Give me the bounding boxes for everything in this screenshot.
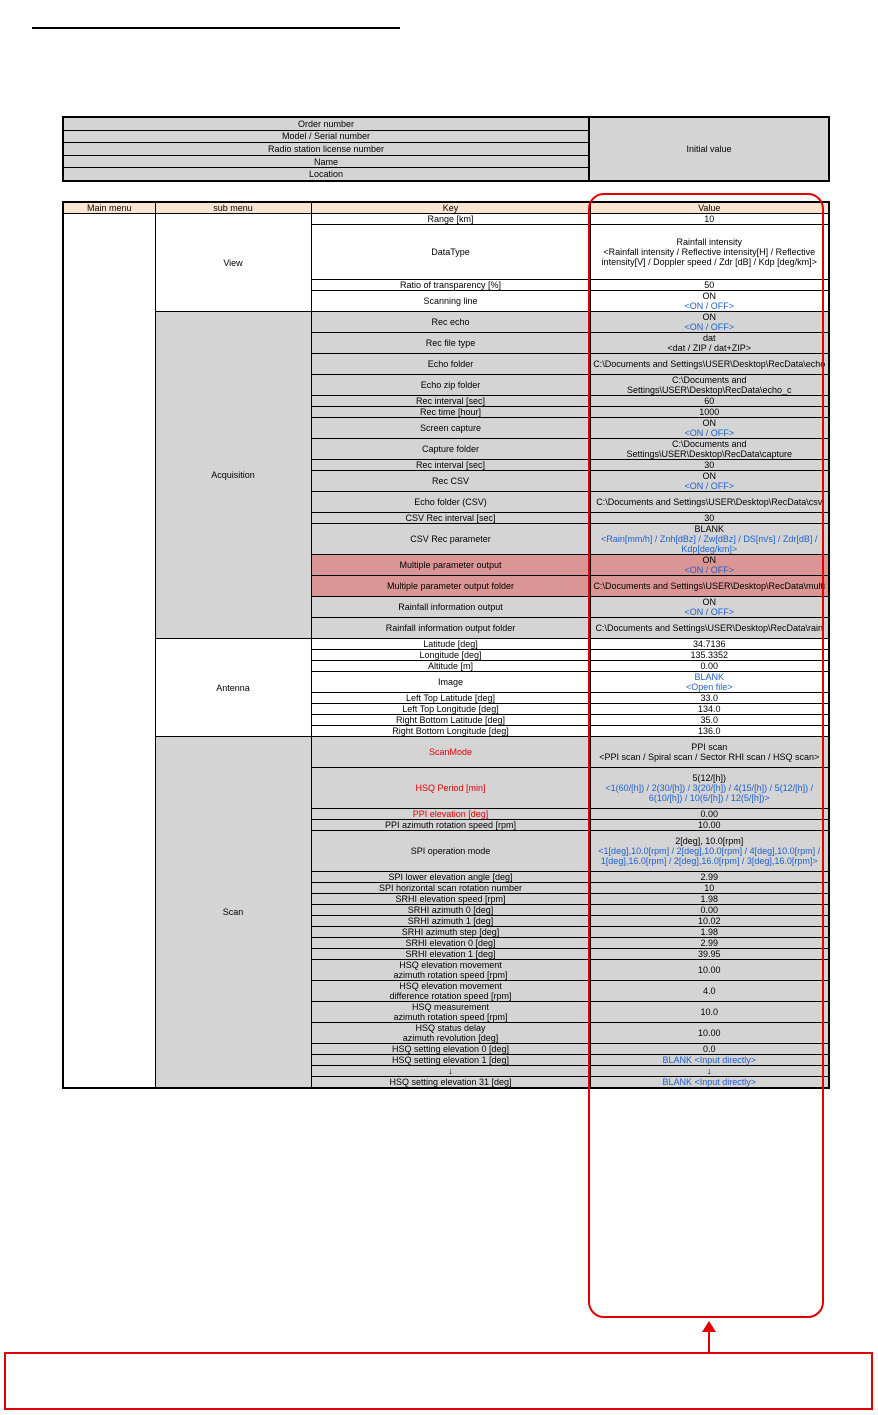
current-value: 10.0 [700,1007,719,1017]
key-cell: HSQ elevation movement azimuth rotation speed [rpm] [311,960,590,981]
key-cell: Ratio of transparency [%] [311,280,590,291]
value-cell [590,872,829,883]
key-cell: SRHI azimuth 0 [deg] [311,905,590,916]
key-cell: HSQ Period [min] [311,768,590,809]
key-cell: SRHI elevation speed [rpm] [311,894,590,905]
value-cell [590,650,829,661]
sub-menu-antenna: Antenna [155,639,311,737]
key-cell: Rec file type [311,333,590,354]
current-value: 1.98 [700,927,719,937]
header-row: Radio station license number [63,143,589,156]
key-cell: Latitude [deg] [311,639,590,650]
key-cell: Range [km] [311,214,590,225]
arrow-shaft [708,1330,710,1352]
value-options: BLANK <Open file> [685,672,733,692]
value-cell [590,672,829,693]
current-value: ON [702,471,716,481]
value-cell [590,639,829,650]
current-value: 134.0 [697,704,721,714]
value-cell [590,225,829,280]
col-key: Key [311,202,590,214]
value-cell [590,280,829,291]
value-cell [590,418,829,439]
current-value: 5(12/[h]) [692,773,727,783]
key-cell: Longitude [deg] [311,650,590,661]
value-cell [590,312,829,333]
table-row [63,639,829,650]
value-cell [590,555,829,576]
value-cell [590,894,829,905]
current-value: 0.00 [700,905,719,915]
value-cell [590,715,829,726]
value-cell [590,214,829,225]
value-cell [590,513,829,524]
key-cell: Rec time [hour] [311,407,590,418]
current-value: 0.00 [700,661,719,671]
value-cell [590,1023,829,1044]
current-value: C:\Documents and Settings\USER\Desktop\RecData\multi [593,581,826,591]
current-value: 30 [704,513,715,523]
value-cell [590,820,829,831]
key-cell: Echo folder [311,354,590,375]
value-cell [590,981,829,1002]
value-options: <Rain[mm/h] / Znh[dBz] / Zw[dBz] / DS[m/s] / Zdr[dB] / Kdp[deg/km]> [601,534,818,554]
key-cell: Rec CSV [311,471,590,492]
value-cell [590,960,829,981]
key-cell: SPI operation mode [311,831,590,872]
current-value: Rainfall intensity <Rainfall intensity / Reflective intensity[H] / Reflective intensity[V] / Doppler speed / Zdr [dB] / Kdp [deg/km]> [601,237,817,267]
value-cell [590,726,829,737]
value-cell [590,938,829,949]
value-options: <1[deg],10.0[rpm] / 2[deg],10.0[rpm] / 4[deg],10.0[rpm] / 1[deg],16.0[rpm] / 2[deg],16.0[rpm] / 3[deg],16.0[rpm]> [598,846,821,866]
key-cell: SRHI elevation 1 [deg] [311,949,590,960]
value-cell [590,407,829,418]
value-cell [590,916,829,927]
key-cell: HSQ setting elevation 0 [deg] [311,1044,590,1055]
key-cell: SRHI azimuth step [deg] [311,927,590,938]
key-cell: HSQ measurement azimuth rotation speed [rpm] [311,1002,590,1023]
current-value: 33.0 [700,693,719,703]
current-value: ON [702,555,716,565]
key-cell: Altitude [m] [311,661,590,672]
value-options: <ON / OFF> [684,607,734,617]
value-options: <ON / OFF> [684,322,734,332]
value-cell [590,618,829,639]
current-value: C:\Documents and Settings\USER\Desktop\RecData\capture [626,439,793,459]
value-cell [590,883,829,894]
key-cell: Capture folder [311,439,590,460]
current-value: 10.00 [697,1028,721,1038]
value-cell [590,439,829,460]
key-cell: SPI horizontal scan rotation number [311,883,590,894]
key-cell: CSV Rec interval [sec] [311,513,590,524]
key-cell: HSQ setting elevation 31 [deg] [311,1077,590,1089]
current-value: 2[deg], 10.0[rpm] [675,836,744,846]
current-value: 50 [704,280,715,290]
col-value: Value [590,202,829,214]
key-cell: CSV Rec parameter [311,524,590,555]
key-cell: Multiple parameter output folder [311,576,590,597]
current-value: BLANK [694,524,724,534]
value-cell [590,737,829,768]
value-options: BLANK <Input directly> [662,1077,757,1087]
current-value: C:\Documents and Settings\USER\Desktop\RecData\rain [595,623,824,633]
current-value: 10.00 [697,965,721,975]
value-cell [590,768,829,809]
header-row: Model / Serial number [63,130,589,143]
value-options: <1(60/[h]) / 2(30/[h]) / 3(20/[h]) / 4(15/[h]) / 5(12/[h]) / 6(10/[h]) / 10(6/[h]) / 12(5/[h])> [605,783,814,803]
current-value: ON [702,312,716,322]
key-cell: Echo zip folder [311,375,590,396]
header-table [62,116,830,182]
value-cell [590,809,829,820]
key-cell: HSQ setting elevation 1 [deg] [311,1055,590,1066]
current-value: dat <dat / ZIP / dat+ZIP> [667,333,752,353]
current-value: ON [702,291,716,301]
key-cell: Rainfall information output [311,597,590,618]
current-value: C:\Documents and Settings\USER\Desktop\RecData\echo_c [626,375,792,395]
initial-value-cell: Initial value [589,117,829,181]
value-cell [590,396,829,407]
current-value: 136.0 [697,726,721,736]
value-cell [590,597,829,618]
value-cell [590,460,829,471]
current-value: 10.00 [697,820,721,830]
key-cell: ScanMode [311,737,590,768]
value-cell [590,1044,829,1055]
current-value: 1.98 [700,894,719,904]
key-cell: Rec interval [sec] [311,460,590,471]
key-cell: SRHI elevation 0 [deg] [311,938,590,949]
current-value: 39.95 [697,949,721,959]
key-cell: PPI azimuth rotation speed [rpm] [311,820,590,831]
current-value: 10 [704,214,715,224]
key-cell: Scanning line [311,291,590,312]
key-cell: Screen capture [311,418,590,439]
sub-menu-view: View [155,214,311,312]
key-cell: Right Bottom Latitude [deg] [311,715,590,726]
key-cell: Right Bottom Longitude [deg] [311,726,590,737]
value-cell [590,1002,829,1023]
current-value: 10.02 [697,916,721,926]
current-value: C:\Documents and Settings\USER\Desktop\RecData\echo [593,359,826,369]
current-value: 10 [704,883,715,893]
header-row: Name [63,155,589,168]
current-value: ON [702,418,716,428]
key-cell: Left Top Latitude [deg] [311,693,590,704]
table-row [63,312,829,333]
current-value: 60 [704,396,715,406]
current-value: 1000 [699,407,720,417]
table-row [63,737,829,768]
current-value: 0.00 [700,809,719,819]
key-cell: PPI elevation [deg] [311,809,590,820]
current-value: 2.99 [700,938,719,948]
current-value: C:\Documents and Settings\USER\Desktop\RecData\csv [596,497,823,507]
current-value: PPI scan <PPI scan / Spiral scan / Sector RHI scan / HSQ scan> [599,742,820,762]
value-options: <ON / OFF> [684,565,734,575]
sub-menu-acquisition: Acquisition [155,312,311,639]
value-cell [590,576,829,597]
key-cell: DataType [311,225,590,280]
value-cell [590,949,829,960]
value-cell [590,661,829,672]
key-cell: Multiple parameter output [311,555,590,576]
value-options: BLANK <Input directly> [662,1055,757,1065]
value-cell [590,471,829,492]
key-cell: Echo folder (CSV) [311,492,590,513]
key-cell: HSQ elevation movement difference rotation speed [rpm] [311,981,590,1002]
current-value: ↓ [707,1066,712,1076]
value-cell [590,1055,829,1066]
key-cell: HSQ status delay azimuth revolution [deg] [311,1023,590,1044]
value-options: <ON / OFF> [684,481,734,491]
annotation-box [4,1352,873,1410]
value-cell [590,375,829,396]
top-rule [32,27,400,29]
current-value: 0.0 [702,1044,716,1054]
current-value: 30 [704,460,715,470]
col-sub-menu: sub menu [155,202,311,214]
col-main-menu: Main menu [63,202,155,214]
sub-menu-scan: Scan [155,737,311,1089]
value-cell [590,524,829,555]
header-row: Order number [63,117,589,130]
settings-table [62,201,830,1089]
key-cell: Rainfall information output folder [311,618,590,639]
value-options: <ON / OFF> [684,301,734,311]
header-row: Location [63,168,589,181]
value-cell [590,291,829,312]
table-row [63,214,829,225]
value-cell [590,1077,829,1089]
value-cell [590,333,829,354]
value-cell [590,693,829,704]
value-cell [590,704,829,715]
key-cell: Left Top Longitude [deg] [311,704,590,715]
value-cell [590,905,829,916]
current-value: 34.7136 [692,639,726,649]
current-value: ON [702,597,716,607]
key-cell: SPI lower elevation angle [deg] [311,872,590,883]
key-cell: Rec interval [sec] [311,396,590,407]
value-cell [590,1066,829,1077]
value-options: <ON / OFF> [684,428,734,438]
current-value: 4.0 [702,986,716,996]
key-cell: ↓ [311,1066,590,1077]
current-value: 135.3352 [690,650,729,660]
value-cell [590,492,829,513]
value-cell [590,831,829,872]
current-value: 35.0 [700,715,719,725]
key-cell: SRHI azimuth 1 [deg] [311,916,590,927]
current-value: 2.99 [700,872,719,882]
key-cell: Rec echo [311,312,590,333]
value-cell [590,354,829,375]
value-cell [590,927,829,938]
key-cell: Image [311,672,590,693]
main-menu-cell [63,214,155,1089]
